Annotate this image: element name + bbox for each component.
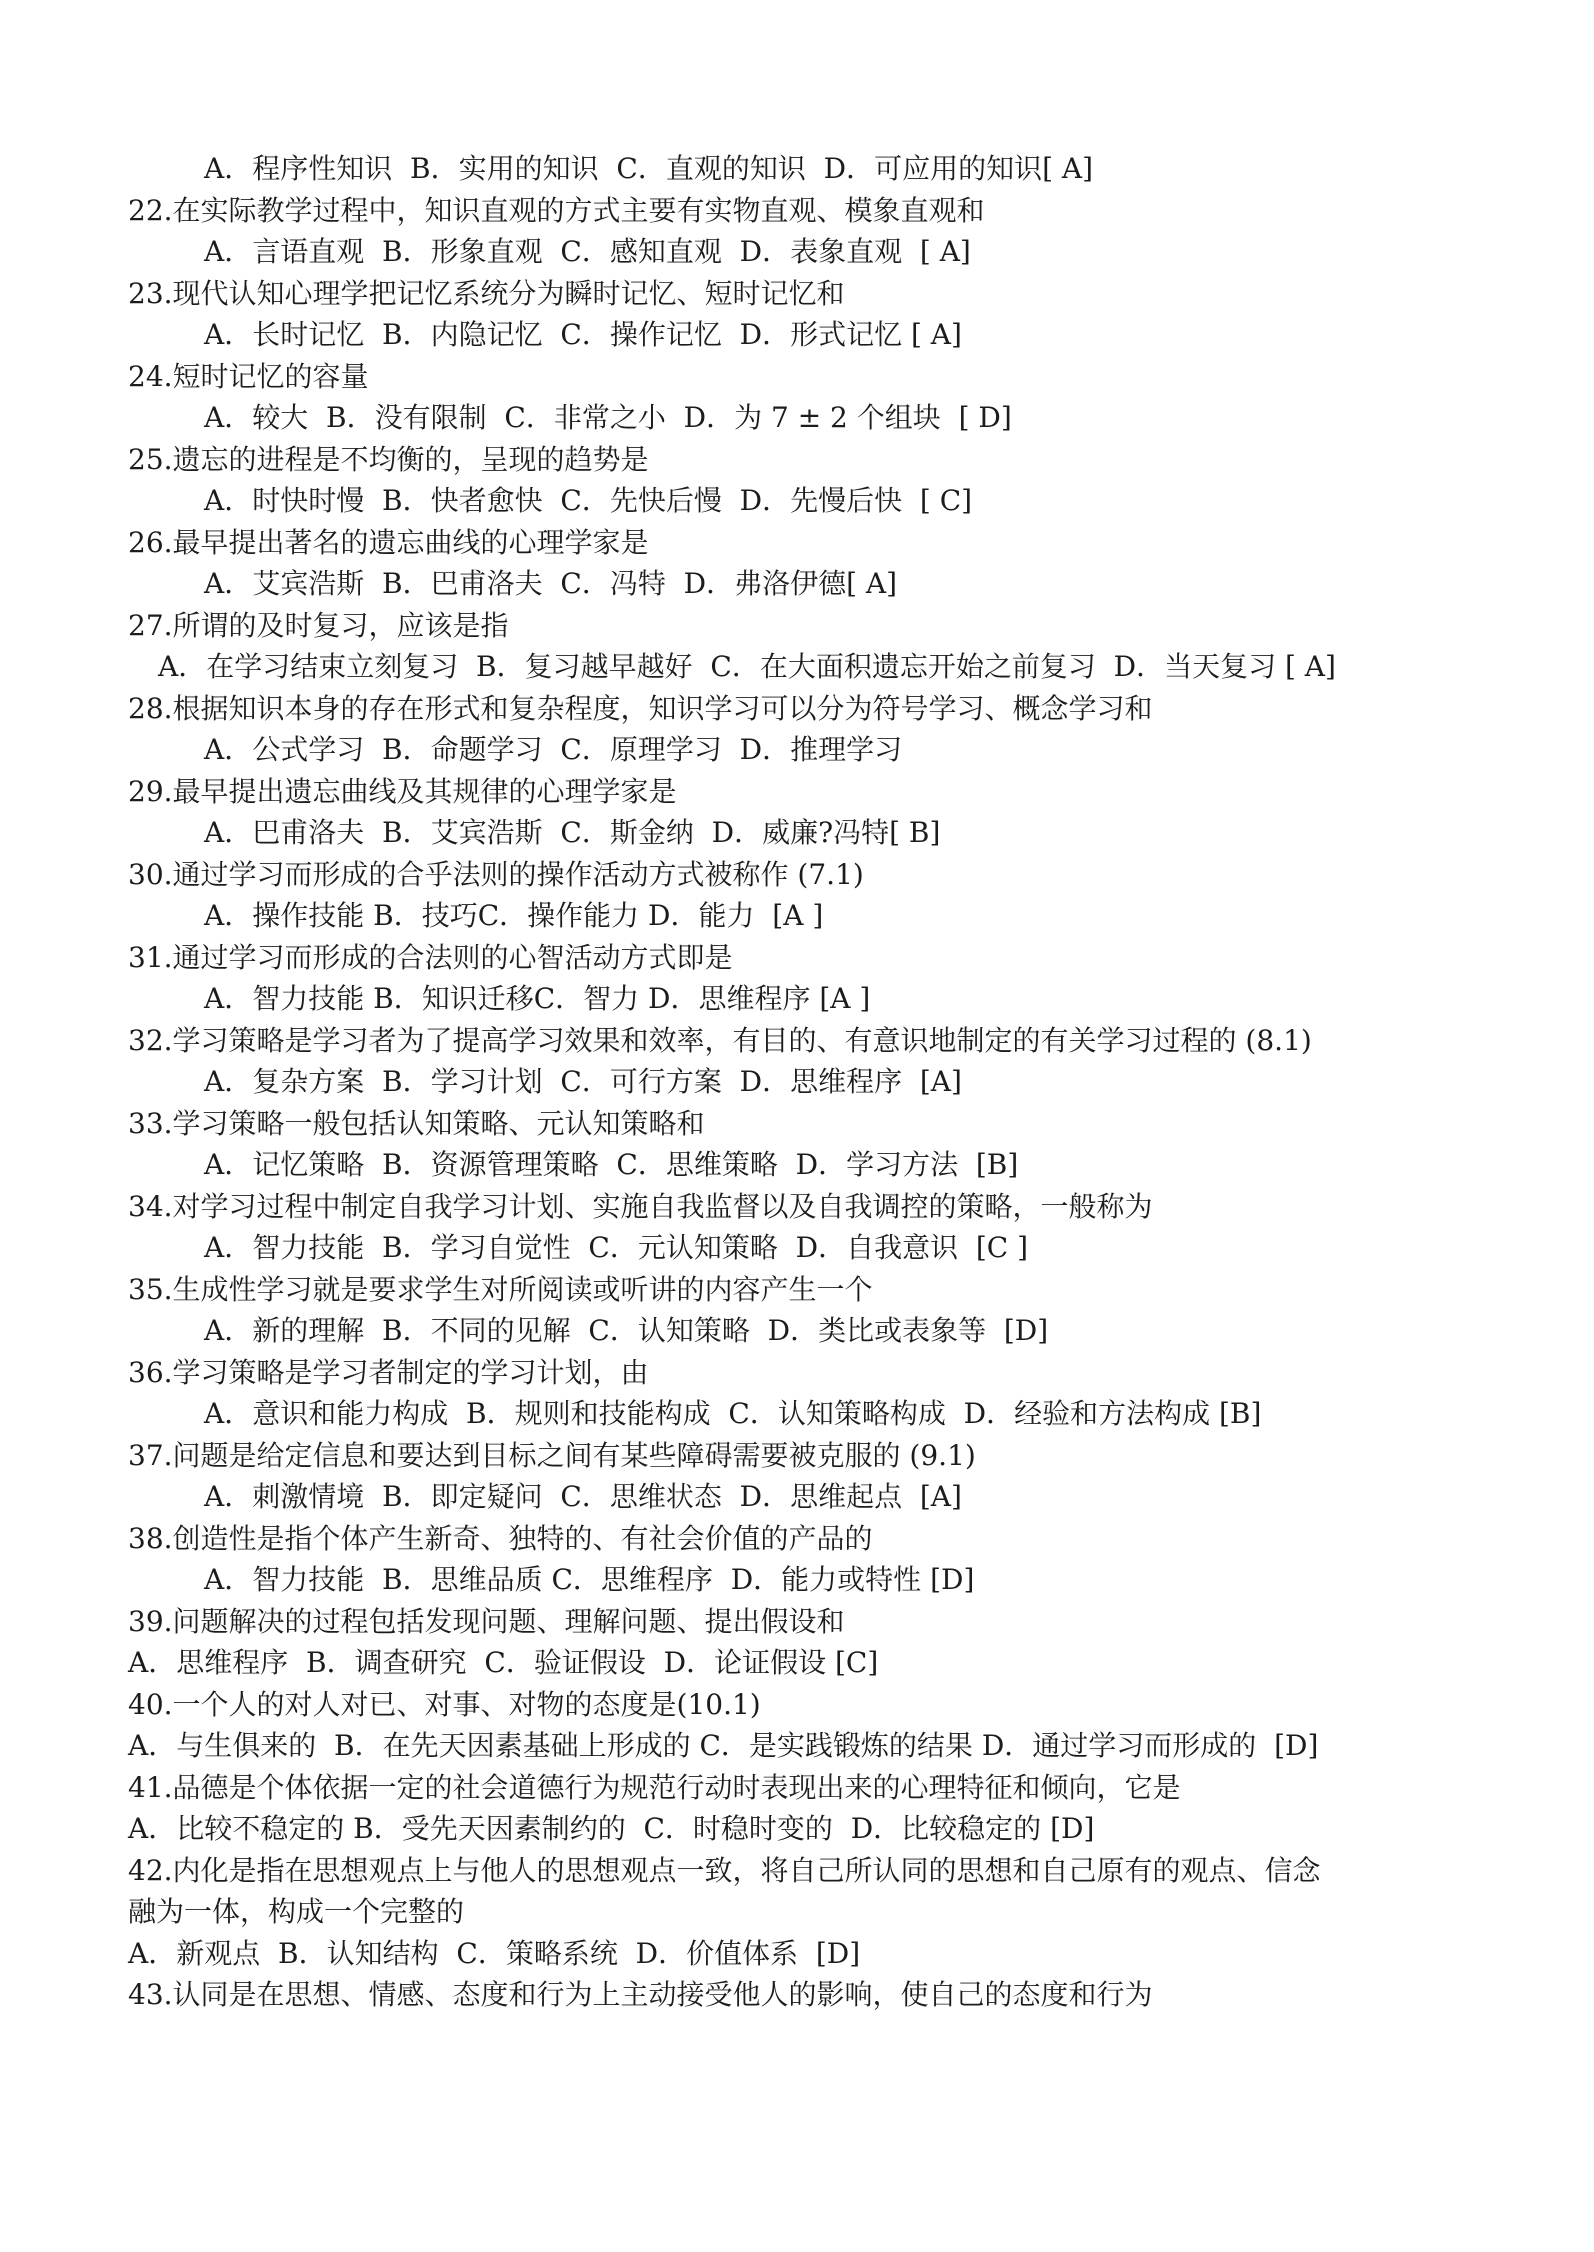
question-line: 23.现代认知心理学把记忆系统分为瞬时记忆、短时记忆和 (128, 276, 845, 310)
question-line: 28.根据知识本身的存在形式和复杂程度，知识学习可以分为符号学习、概念学习和 (128, 691, 1153, 725)
question-line: 41.品德是个体依据一定的社会道德行为规范行动时表现出来的心理特征和倾向，它是 (128, 1770, 1181, 1804)
question-line: 融为一体，构成一个完整的 (128, 1895, 465, 1928)
question-line: 22.在实际教学过程中，知识直观的方式主要有实物直观、模象直观和 (128, 193, 985, 227)
options-line: A．智力技能 B．思维品质 C．思维程序 D．能力或特性 [D] (204, 1563, 975, 1596)
question-line: 26.最早提出著名的遗忘曲线的心理学家是 (128, 525, 649, 559)
question-line: 24.短时记忆的容量 (128, 359, 369, 393)
options-line: A．比较不稳定的 B．受先天因素制约的 C．时稳时变的 D．比较稳定的 [D] (128, 1812, 1095, 1845)
question-line: 27.所谓的及时复习，应该是指 (128, 608, 509, 642)
question-line: 32.学习策略是学习者为了提高学习效果和效率，有目的、有意识地制定的有关学习过程的 (8.1) (128, 1023, 1312, 1057)
options-line: A．操作技能 B．技巧C．操作能力 D．能力 [A ] (204, 899, 824, 932)
options-line: A．言语直观 B．形象直观 C．感知直观 D．表象直观 [ A] (204, 235, 971, 268)
options-line: A．与生俱来的 B．在先天因素基础上形成的 C．是实践锻炼的结果 D．通过学习而形成的 [D] (128, 1729, 1319, 1762)
options-line: A．复杂方案 B．学习计划 C．可行方案 D．思维程序 [A] (204, 1065, 962, 1098)
options-line: A．新观点 B．认知结构 C．策略系统 D．价值体系 [D] (128, 1936, 861, 1970)
question-line: 34.对学习过程中制定自我学习计划、实施自我监督以及自我调控的策略，一般称为 (128, 1189, 1153, 1223)
question-line: 35.生成性学习就是要求学生对所阅读或听讲的内容产生一个 (128, 1272, 873, 1306)
options-line: A．记忆策略 B．资源管理策略 C．思维策略 D．学习方法 [B] (204, 1148, 1019, 1181)
question-line: 39.问题解决的过程包括发现问题、理解问题、提出假设和 (128, 1604, 845, 1638)
options-line: A．艾宾浩斯 B．巴甫洛夫 C．冯特 D．弗洛伊德[ A] (204, 567, 898, 600)
question-line: 36.学习策略是学习者制定的学习计划，由 (128, 1355, 649, 1389)
options-line: A．时快时慢 B．快者愈快 C．先快后慢 D．先慢后快 [ C] (204, 484, 973, 517)
options-line: A．长时记忆 B．内隐记忆 C．操作记忆 D．形式记忆 [ A] (204, 318, 962, 351)
question-line: 42.内化是指在思想观点上与他人的思想观点一致，将自己所认同的思想和自己原有的观点、信念 (128, 1853, 1321, 1887)
question-line: 29.最早提出遗忘曲线及其规律的心理学家是 (128, 774, 677, 808)
options-line: A．意识和能力构成 B．规则和技能构成 C．认知策略构成 D．经验和方法构成 [B] (204, 1397, 1262, 1430)
options-line: A．较大 B．没有限制 C．非常之小 D．为 7 ± 2 个组块 [ D] (204, 401, 1012, 434)
options-line: A．刺激情境 B．即定疑问 C．思维状态 D．思维起点 [A] (204, 1480, 962, 1513)
question-list (128, 148, 1508, 2016)
question-line: 43.认同是在思想、情感、态度和行为上主动接受他人的影响，使自己的态度和行为 (128, 1978, 1153, 2011)
question-line: 38.创造性是指个体产生新奇、独特的、有社会价值的产品的 (128, 1521, 873, 1555)
options-line: A．智力技能 B．学习自觉性 C．元认知策略 D．自我意识 [C ] (204, 1231, 1029, 1264)
options-line: A．思维程序 B．调查研究 C．验证假设 D．论证假设 [C] (128, 1646, 879, 1679)
question-line: 33.学习策略一般包括认知策略、元认知策略和 (128, 1106, 705, 1140)
options-line: A．程序性知识 B．实用的知识 C．直观的知识 D．可应用的知识[ A] (204, 152, 1094, 185)
question-line: 37.问题是给定信息和要达到目标之间有某些障碍需要被克服的 (9.1) (128, 1438, 976, 1472)
question-line: 25.遗忘的进程是不均衡的，呈现的趋势是 (128, 442, 649, 476)
options-line: A．公式学习 B．命题学习 C．原理学习 D．推理学习 (204, 733, 903, 766)
question-line: 31.通过学习而形成的合法则的心智活动方式即是 (128, 940, 733, 974)
options-line: A．新的理解 B．不同的见解 C．认知策略 D．类比或表象等 [D] (204, 1314, 1049, 1347)
question-line: 30.通过学习而形成的合乎法则的操作活动方式被称作 (7.1) (128, 857, 864, 891)
options-line: A．巴甫洛夫 B．艾宾浩斯 C．斯金纳 D．威廉?冯特[ B] (204, 816, 941, 849)
question-line: 40.一个人的对人对已、对事、对物的态度是(10.1) (128, 1687, 761, 1721)
options-line: A．智力技能 B．知识迁移C．智力 D．思维程序 [A ] (204, 982, 871, 1015)
options-line: A．在学习结束立刻复习 B．复习越早越好 C．在大面积遗忘开始之前复习 D．当天复习 [ A] (158, 650, 1336, 683)
